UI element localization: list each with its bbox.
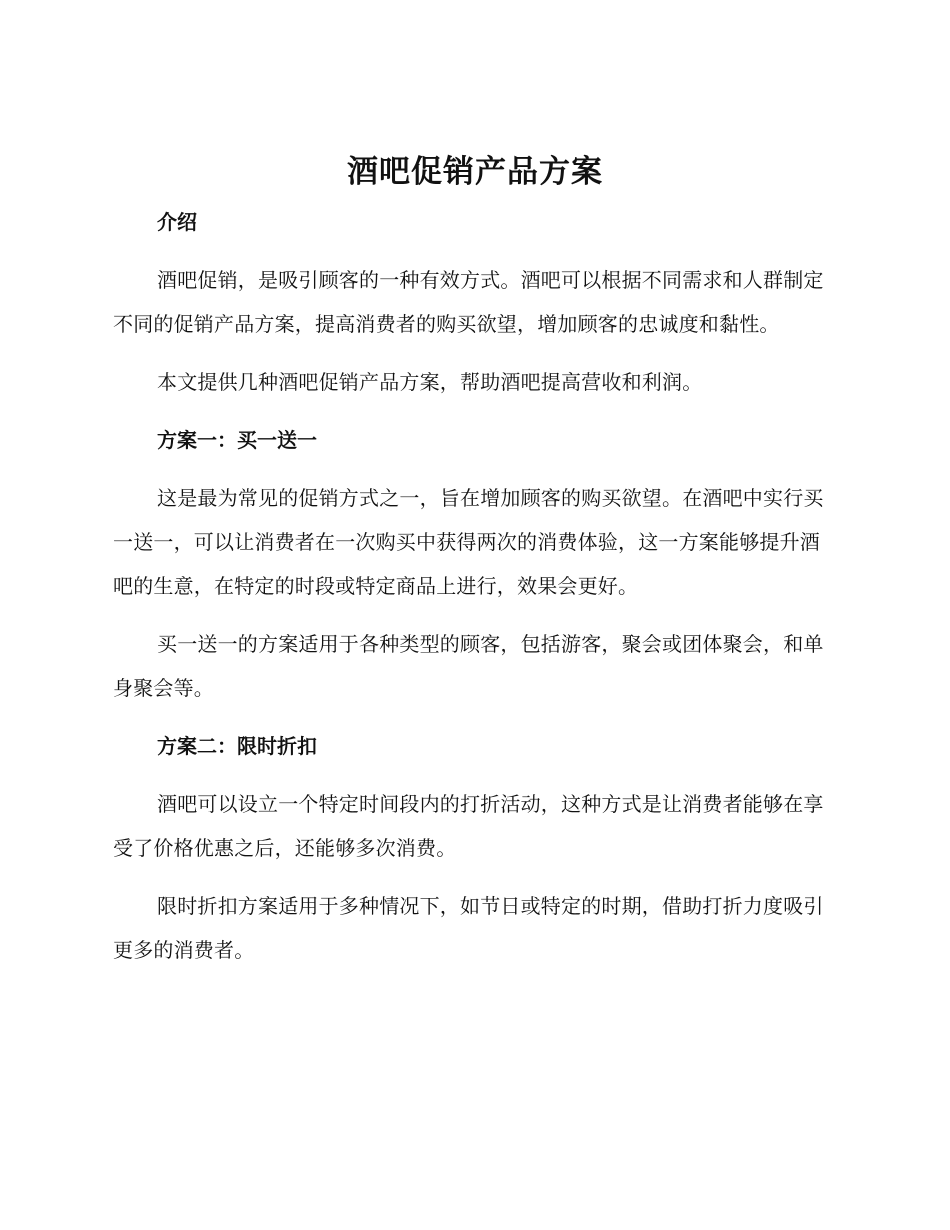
paragraph-plan1-1: 这是最为常见的促销方式之一，旨在增加顾客的购买欲望。在酒吧中实行买一送一，可以让消费者在一次购买中获得两次的消费体验，这一方案能够提升酒吧的生意，在特定的时段或特定商品上进行，效果会更好。: [113, 486, 824, 598]
paragraph-plan2-2: 限时折扣方案适用于多种情况下，如节日或特定的时期，借助打折力度吸引更多的消费者。: [113, 894, 824, 962]
section-heading-plan2: 方案二：限时折扣: [157, 734, 317, 758]
paragraph-intro-2: 本文提供几种酒吧促销产品方案，帮助酒吧提高营收和利润。: [157, 370, 703, 394]
paragraph-intro-1: 酒吧促销，是吸引顾客的一种有效方式。酒吧可以根据不同需求和人群制定不同的促销产品方案，提高消费者的购买欲望，增加顾客的忠诚度和黏性。: [113, 268, 824, 336]
section-heading-intro: 介绍: [157, 210, 197, 234]
document-title: 酒吧促销产品方案: [347, 154, 603, 190]
section-heading-plan1: 方案一：买一送一: [157, 428, 317, 452]
paragraph-plan2-1: 酒吧可以设立一个特定时间段内的打折活动，这种方式是让消费者能够在享受了价格优惠之后，还能够多次消费。: [113, 792, 824, 860]
paragraph-plan1-2: 买一送一的方案适用于各种类型的顾客，包括游客，聚会或团体聚会，和单身聚会等。: [113, 632, 824, 700]
document-body: [113, 200, 833, 972]
